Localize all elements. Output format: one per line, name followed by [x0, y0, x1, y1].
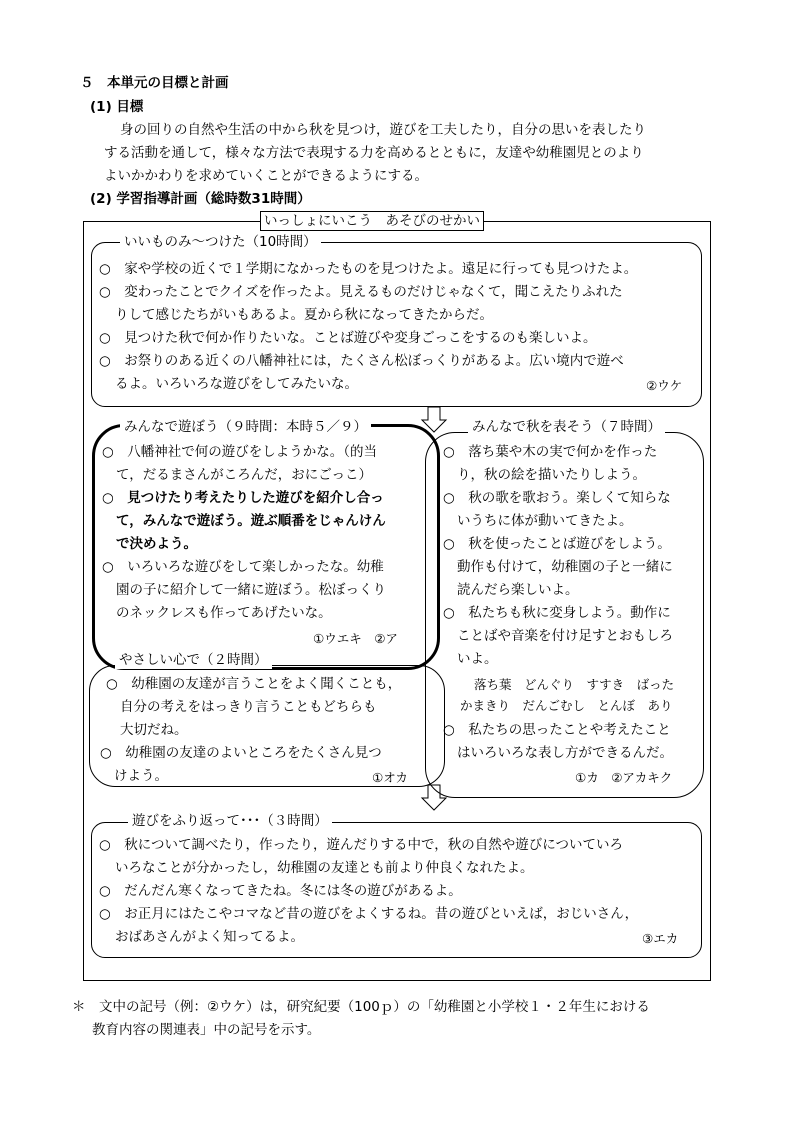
section3-mark: ①オカ [372, 770, 408, 785]
section4-line: り，秋の絵を描いたりしよう。 [457, 467, 646, 483]
section4-mark: ①カ ②アカキク [575, 770, 673, 785]
section5-line: おばあさんがよく知ってるよ。 [115, 929, 304, 945]
section1-line: るよ。いろいろな遊びをしてみたいな。 [115, 376, 358, 392]
section3-line: けよう。 [114, 768, 168, 784]
section5-line: ○ だんだん寒くなってきたね。冬には冬の遊びがあるよ。 [99, 883, 462, 899]
section4-line: ○ 落ち葉や木の実で何かを作った [443, 444, 658, 460]
section1-line: ○ 見つけた秋で何か作りたいな。ことば遊びや変身ごっこをするのも楽しいよ。 [99, 330, 597, 346]
section2-line: 園の子に紹介して一緒に遊ぼう。松ぼっくり [116, 582, 386, 598]
section-title-4: みんなで秋を表そう（７時間） [468, 418, 665, 436]
goal-line: する活動を通して，様々な方法で表現する力を高めるとともに，友達や幼稚園児とのより [104, 145, 644, 161]
section4-words: かまきり だんごむし とんぼ あり [460, 698, 673, 713]
section-title-2: みんなで遊ぼう（９時間：本時５／９） [120, 418, 371, 436]
section2-line: のネックレスも作ってあげたいな。 [116, 605, 332, 621]
section-title-1: いいものみ～つけた（10時間） [120, 233, 321, 251]
section3-line: ○ 幼稚園の友達のよいところをたくさん見つ [100, 745, 382, 761]
section4-line: 読んだら楽しいよ。 [457, 582, 579, 598]
section4-line: ○ 私たちの思ったことや考えたこと [443, 722, 671, 738]
section4-line: ○ 秋の歌を歌おう。楽しくて知らな [443, 490, 671, 506]
down-arrow-icon [422, 407, 446, 432]
section-heading: ５ 本単元の目標と計画 [80, 75, 229, 91]
section5-line: ○ 秋について調べたり，作ったり，遊んだりする中で，秋の自然や遊びについていろ [99, 837, 623, 853]
section4-line: ことばや音楽を付け足すとおもしろ [457, 628, 673, 644]
frame-title: いっしょにいこう あそびのせかい [260, 211, 484, 231]
section-title-5: 遊びをふり返って･･･（３時間） [128, 812, 332, 830]
goal-line: 身の回りの自然や生活の中から秋を見つけ，遊びを工夫したり，自分の思いを表したり [120, 122, 646, 138]
footnote-line: ＊ 文中の記号（例：②ウケ）は，研究紀要（100ｐ）の「幼稚園と小学校１・２年生における [72, 999, 650, 1015]
section4-line: ○ 秋を使ったことば遊びをしよう。 [443, 536, 671, 552]
section-title-3: やさしい心で（２時間） [115, 651, 272, 669]
section2-line-current: て，みんなで遊ぼう。遊ぶ順番をじゃんけん [116, 513, 386, 529]
section2-line: ○ いろいろな遊びをして楽しかったな。幼稚 [102, 559, 384, 575]
section3-line: 大切だね。 [120, 722, 188, 738]
footnote-line: 教育内容の関連表」中の記号を示す。 [92, 1022, 321, 1038]
section4-line: いよ。 [457, 651, 498, 667]
section4-words: 落ち葉 どんぐり すすき ばった [474, 677, 675, 692]
section4-line: はいろいろな表し方ができるんだ。 [457, 745, 673, 761]
section1-line: ○ お祭りのある近くの八幡神社には，たくさん松ぼっくりがあるよ。広い境内で遊べ [99, 353, 624, 369]
section2-line: ○ 八幡神社で何の遊びをしようかな。（的当 [102, 444, 378, 460]
section1-line: ○ 家や学校の近くで１学期になかったものを見つけたよ。遠足に行っても見つけたよ。 [99, 261, 638, 277]
section4-line: ○ 私たちも秋に変身しよう。動作に [443, 605, 671, 621]
section1-line: りして感じたちがいもあるよ。夏から秋になってきたからだ。 [115, 307, 493, 323]
section4-line: 動作も付けて，幼稚園の子と一緒に [457, 559, 673, 575]
section2-line-current: で決めよう。 [116, 536, 197, 552]
section1-mark: ②ウケ [646, 378, 683, 393]
section4-line: いうちに体が動いてきたよ。 [457, 513, 633, 529]
section2-line: て，だるまさんがころんだ，おにごっこ） [116, 467, 372, 483]
section2-mark: ①ウエキ ②ア [313, 631, 398, 646]
section1-line: ○ 変わったことでクイズを作ったよ。見えるものだけじゃなくて，聞こえたりふれた [99, 284, 623, 300]
goal-title: (1) 目標 [90, 99, 144, 115]
plan-title: (2) 学習指導計画（総時数31時間） [90, 191, 311, 207]
section3-line: 自分の考えをはっきり言うこともどちらも [120, 699, 377, 715]
section3-line: ○ 幼稚園の友達が言うことをよく聞くことも， [106, 676, 402, 692]
goal-line: よいかかわりを求めていくことができるようにする。 [104, 168, 428, 184]
section5-line: いろなことが分かったし，幼稚園の友達とも前より仲良くなれたよ。 [115, 860, 534, 876]
section2-line-current: ○ 見つけたり考えたりした遊びを紹介し合っ [102, 490, 384, 506]
section5-mark: ③エカ [642, 931, 679, 946]
section5-line: ○ お正月にはたこやコマなど昔の遊びをよくするね。昔の遊びといえば，おじいさん， [99, 906, 639, 922]
